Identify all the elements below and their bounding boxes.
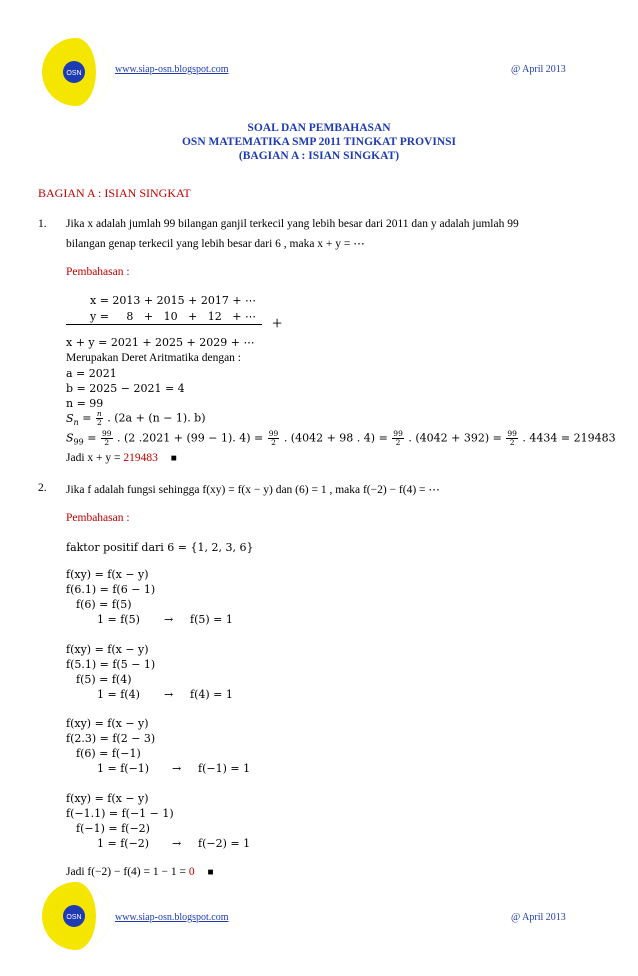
q2-b1-l1: f(xy) = f(x − y) xyxy=(66,568,149,581)
q1-answer: 219483 xyxy=(123,452,158,464)
q1-n: n = 99 xyxy=(66,397,104,410)
q2-b4-l3: f(−1) = f(−2) xyxy=(76,822,150,835)
arrow-icon: → xyxy=(164,688,174,701)
q1-sum-x: x = 2013 + 2015 + 2017 + ⋯ xyxy=(90,294,257,307)
q1-line2: bilangan genap terkecil yang lebih besar dari 6 , maka x + y = ⋯ xyxy=(66,238,365,250)
title-line2: OSN MATEMATIKA SMP 2011 TINGKAT PROVINSI xyxy=(181,136,457,148)
end-mark: ■ xyxy=(207,867,214,878)
q1-s99-formula: $S_{99}$ = $\frac{99}{2}$ . (2 .2021 + (99 − 1). 4) = $\frac{99}{2}$ . (4042 + 98 . 4) = $\frac{99}{2}$ . (4042 + 392) = $\frac{99}{2}$ . 4434 = 219483 xyxy=(66,429,616,447)
q1-line1: Jika x adalah jumlah 99 bilangan ganjil terkecil yang lebih besar dari 2011 dan y adalah jumlah 99 xyxy=(66,218,519,230)
q2-b1-l2: f(6.1) = f(6 − 1) xyxy=(66,583,156,596)
q2-b2-result: f(4) = 1 xyxy=(190,688,233,701)
q1-deret: Merupakan Deret Aritmatika dengan : xyxy=(66,352,241,364)
footer-link[interactable]: www.siap-osn.blogspot.com xyxy=(115,912,229,923)
q2-number: 2. xyxy=(38,482,47,494)
svg-text:OSN: OSN xyxy=(66,70,82,77)
q2-b1-l3: f(6) = f(5) xyxy=(76,598,132,611)
q2-line1: Jika f adalah fungsi sehingga f(xy) = f(x − y) dan (6) = 1 , maka f(−2) − f(4) = ⋯ xyxy=(66,484,440,496)
q2-b1-result: f(5) = 1 xyxy=(190,613,233,626)
q2-faktor: faktor positif dari 6 = {1, 2, 3, 6} xyxy=(66,541,254,554)
q1-pembahasan: Pembahasan : xyxy=(66,266,130,278)
q2-b3-l4: 1 = f(−1) xyxy=(97,762,150,775)
q2-b2-l1: f(xy) = f(x − y) xyxy=(66,643,149,656)
q2-b2-l3: f(5) = f(4) xyxy=(76,673,132,686)
footer-date: @ April 2013 xyxy=(511,912,566,923)
section-heading: BAGIAN A : ISIAN SINGKAT xyxy=(38,186,191,200)
header-date: @ April 2013 xyxy=(511,64,566,75)
q2-answer: 0 xyxy=(188,866,195,878)
q2-b4-result: f(−2) = 1 xyxy=(198,837,251,850)
title-line1: SOAL DAN PEMBAHASAN xyxy=(247,122,391,134)
q1-sum-rule xyxy=(66,324,262,325)
svg-text:OSN: OSN xyxy=(66,914,82,921)
arrow-icon: → xyxy=(172,837,182,850)
q2-b4-l1: f(xy) = f(x − y) xyxy=(66,792,149,805)
q2-b2-l4: 1 = f(4) xyxy=(97,688,140,701)
title-line3: (BAGIAN A : ISIAN SINGKAT) xyxy=(238,150,400,162)
arrow-icon: → xyxy=(172,762,182,775)
header-link[interactable]: www.siap-osn.blogspot.com xyxy=(115,64,229,75)
q2-conclusion: Jadi f(−2) − f(4) = 1 − 1 = 0 ■ xyxy=(66,866,214,878)
q1-sum-y: y = 8 + 10 + 12 + ⋯ xyxy=(90,310,256,323)
q1-conclusion: Jadi x + y = 219483 ■ xyxy=(66,452,177,464)
q1-plus-sign: + xyxy=(272,313,283,333)
q1-sn-formula: $S_n$ = $\frac{n}{2}$ . (2a + (n − 1). b) xyxy=(66,409,206,427)
q1-number: 1. xyxy=(38,218,47,230)
end-mark: ■ xyxy=(170,453,177,464)
osn-logo xyxy=(40,36,112,108)
arrow-icon: → xyxy=(164,613,174,626)
q1-b: b = 2025 − 2021 = 4 xyxy=(66,382,185,395)
q1-a: a = 2021 xyxy=(66,367,117,380)
q2-b1-l4: 1 = f(5) xyxy=(97,613,140,626)
q2-b3-l2: f(2.3) = f(2 − 3) xyxy=(66,732,156,745)
q2-b4-l2: f(−1.1) = f(−1 − 1) xyxy=(66,807,174,820)
q2-b4-l4: 1 = f(−2) xyxy=(97,837,150,850)
q2-pembahasan: Pembahasan : xyxy=(66,512,130,524)
osn-logo-footer xyxy=(40,880,112,952)
q2-b3-result: f(−1) = 1 xyxy=(198,762,251,775)
q2-b3-l1: f(xy) = f(x − y) xyxy=(66,717,149,730)
q2-b3-l3: f(6) = f(−1) xyxy=(76,747,141,760)
q2-b2-l2: f(5.1) = f(5 − 1) xyxy=(66,658,156,671)
q1-sum-xy: x + y = 2021 + 2025 + 2029 + ⋯ xyxy=(66,336,255,349)
